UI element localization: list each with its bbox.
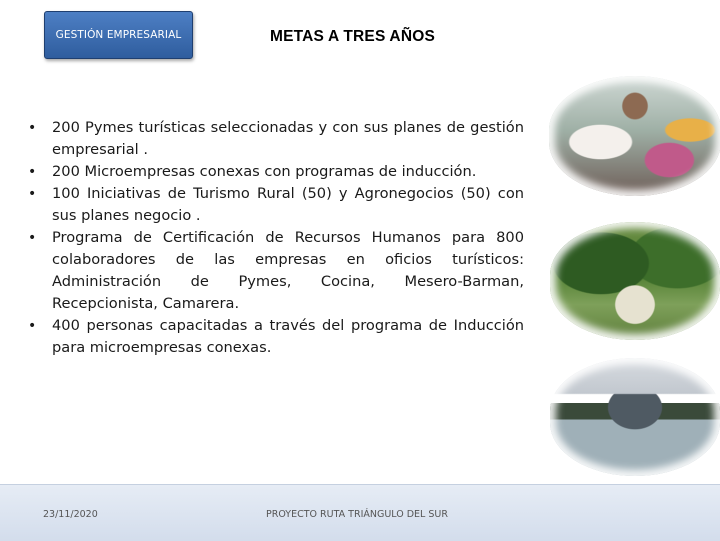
footer-date: 23/11/2020 (43, 509, 98, 520)
bullet-item (28, 315, 524, 359)
slide-title: METAS A TRES AÑOS (270, 28, 436, 45)
bullet-text: 400 personas capacitadas a través del programa de Inducción para microempresas conexas. (52, 317, 524, 356)
header-badge (44, 11, 193, 59)
bullet-item (28, 183, 524, 227)
bullet-text: 100 Iniciativas de Turismo Rural (50) y Agronegocios (50) con sus planes negocio . (52, 185, 524, 224)
bullet-icon: • (28, 120, 37, 136)
meeting-photo (549, 76, 720, 196)
bullet-icon: • (28, 318, 37, 334)
outdoor-gathering-photo (550, 222, 720, 340)
badge-label: GESTIÓN EMPRESARIAL (55, 29, 182, 41)
bullet-item (28, 161, 524, 183)
bullet-icon: • (28, 186, 37, 202)
bullet-text: 200 Pymes turísticas seleccionadas y con sus planes de gestión empresarial . (52, 119, 524, 158)
bullet-item (28, 227, 524, 315)
bullet-text: Programa de Certificación de Recursos Humanos para 800 colaboradores de las empresas en oficios turísticos: Administración de Pymes, Cocina, Mesero-Barman, Recepcionista, Camarera. (52, 229, 524, 312)
bullet-icon: • (28, 230, 37, 246)
bullet-list (28, 117, 524, 359)
bullet-item (28, 117, 524, 161)
bullet-icon: • (28, 164, 37, 180)
bullet-text: 200 Microempresas conexas con programas de inducción. (52, 163, 477, 180)
lake-volcano-photo (550, 358, 720, 476)
footer-project-name: PROYECTO RUTA TRIÁNGULO DEL SUR (266, 509, 448, 520)
